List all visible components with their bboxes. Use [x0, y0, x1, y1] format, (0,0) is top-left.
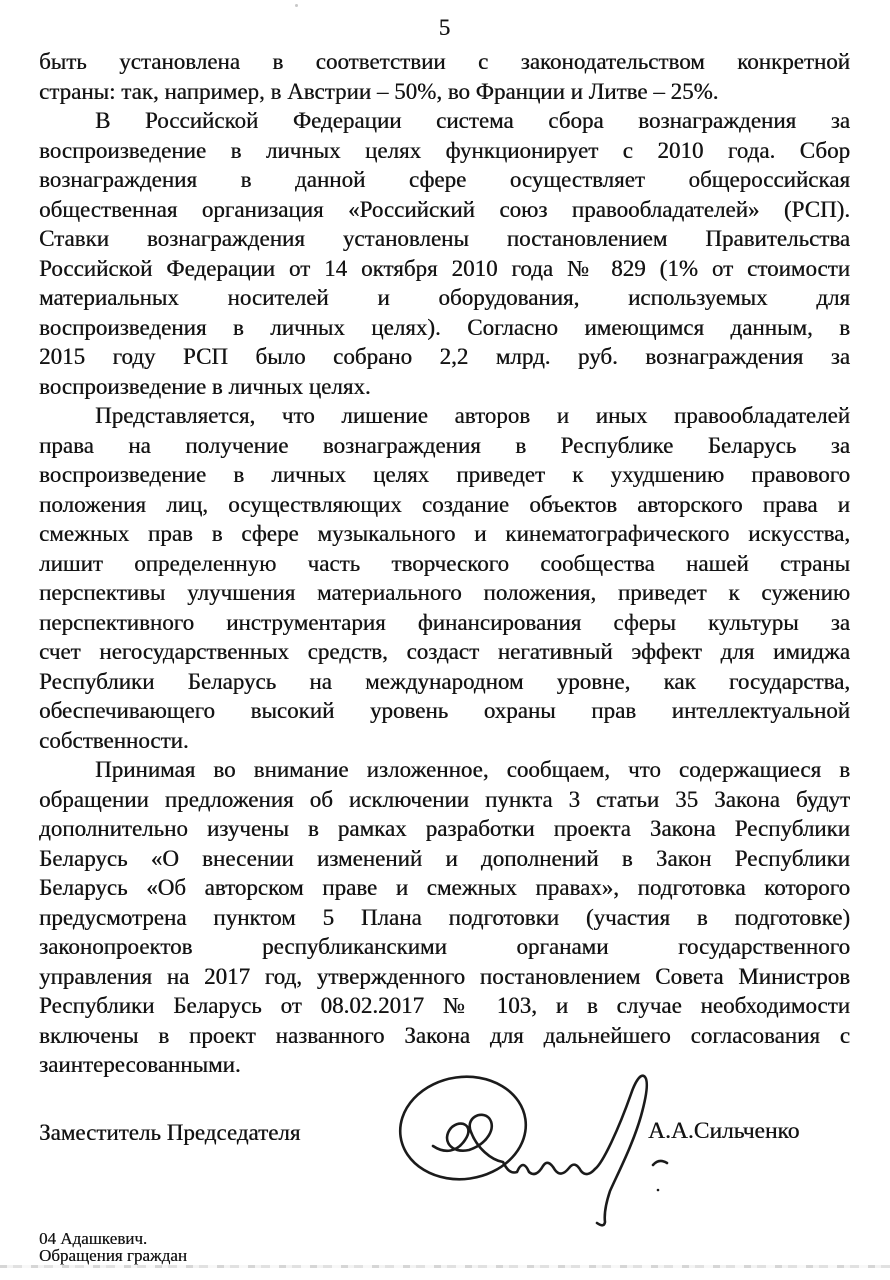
- text-line: перспективы улучшения материального положения, приведет к сужению: [39, 580, 850, 605]
- text-line: Беларусь «О внесении изменений и дополнений в Закон Республики: [39, 845, 850, 871]
- text-line: лишит определенную часть творческого сообщества нашей страны: [39, 550, 850, 576]
- text-line: Беларусь «Об авторском праве и смежных правах», подготовка которого: [39, 875, 850, 900]
- signoff-name: А.А.Сильченко: [648, 1117, 800, 1144]
- text-line: вознаграждения в данной сфере осуществляет общероссийская: [39, 167, 850, 192]
- paragraph: [39, 106, 850, 401]
- text-line: дополнительно изучены в рамках разработки проекта Закона Республики: [39, 816, 850, 841]
- document-body: [39, 47, 850, 1080]
- text-line: счет негосударственных средств, создаст негативный эффект для имиджа: [39, 639, 850, 664]
- text-line: положения лиц, осуществляющих создание объектов авторского права и: [39, 491, 850, 517]
- text-line: включены в проект названного Закона для дальнейшего согласования с: [39, 1022, 850, 1048]
- text-line: 2015 году РСП было собрано 2,2 млрд. руб. вознаграждения за: [39, 344, 850, 369]
- paragraph: [39, 401, 850, 755]
- text-line: смежных прав в сфере музыкального и кинематографического искусства,: [39, 521, 850, 546]
- text-line: страны: так, например, в Австрии – 50%, во Франции и Литве – 25%.: [39, 78, 719, 104]
- text-line: права на получение вознаграждения в Республике Беларусь за: [39, 432, 850, 458]
- footer-line: Обращения граждан: [39, 1246, 187, 1265]
- scan-artifact-dot: [295, 4, 298, 7]
- text-line: Республики Беларусь на международном уровне, как государства,: [39, 668, 850, 694]
- text-line: Принимая во внимание изложенное, сообщаем, что содержащиеся в: [95, 757, 850, 782]
- text-line: воспроизведения в личных целях). Согласно имеющимся данным, в: [39, 314, 850, 340]
- signoff-block: [39, 1080, 850, 1230]
- text-line: Ставки вознаграждения установлены постановлением Правительства: [39, 226, 850, 251]
- text-line: законопроектов республиканскими органами государственного: [39, 934, 850, 959]
- text-line: предусмотрена пунктом 5 Плана подготовки (участия в подготовке): [39, 904, 850, 930]
- text-line: Представляется, что лишение авторов и иных правообладателей: [95, 403, 850, 428]
- text-line: заинтересованными.: [39, 1052, 241, 1077]
- paragraph: [39, 755, 850, 1080]
- signoff-title: Заместитель Председателя: [39, 1119, 301, 1145]
- text-line: Республики Беларусь от 08.02.2017 № 103, и в случае необходимости: [39, 993, 850, 1018]
- paragraph: [39, 47, 850, 106]
- text-line: обеспечивающего высокий уровень охраны прав интеллектуальной: [39, 698, 850, 723]
- text-line: управления на 2017 год, утвержденного постановлением Совета Министров: [39, 963, 850, 989]
- text-line: воспроизведение в личных целях функционирует с 2010 года. Сбор: [39, 137, 850, 163]
- scan-artifact-band: [0, 1265, 890, 1268]
- footer: [39, 1230, 850, 1265]
- text-line: воспроизведение в личных целях приведет к ухудшению правового: [39, 462, 850, 487]
- text-line: обращении предложения об исключении пункта 3 статьи 35 Закона будут: [39, 786, 850, 812]
- text-line: материальных носителей и оборудования, используемых для: [39, 285, 850, 310]
- text-line: Российской Федерации от 14 октября 2010 года № 829 (1% от стоимости: [39, 255, 850, 281]
- text-line: В Российской Федерации система сбора вознаграждения за: [95, 108, 850, 133]
- page-number: 5: [438, 15, 451, 40]
- text-line: собственности.: [39, 727, 189, 753]
- text-line: общественная организация «Российский союз правообладателей» (РСП).: [39, 196, 850, 222]
- text-line: быть установлена в соответствии с законодательством конкретной: [39, 49, 850, 74]
- text-line: перспективного инструментария финансирования сферы культуры за: [39, 609, 850, 635]
- text-line: воспроизведение в личных целях.: [39, 373, 371, 399]
- footer-line: 04 Адашкевич.: [39, 1228, 148, 1248]
- signature-icon: [395, 1066, 695, 1231]
